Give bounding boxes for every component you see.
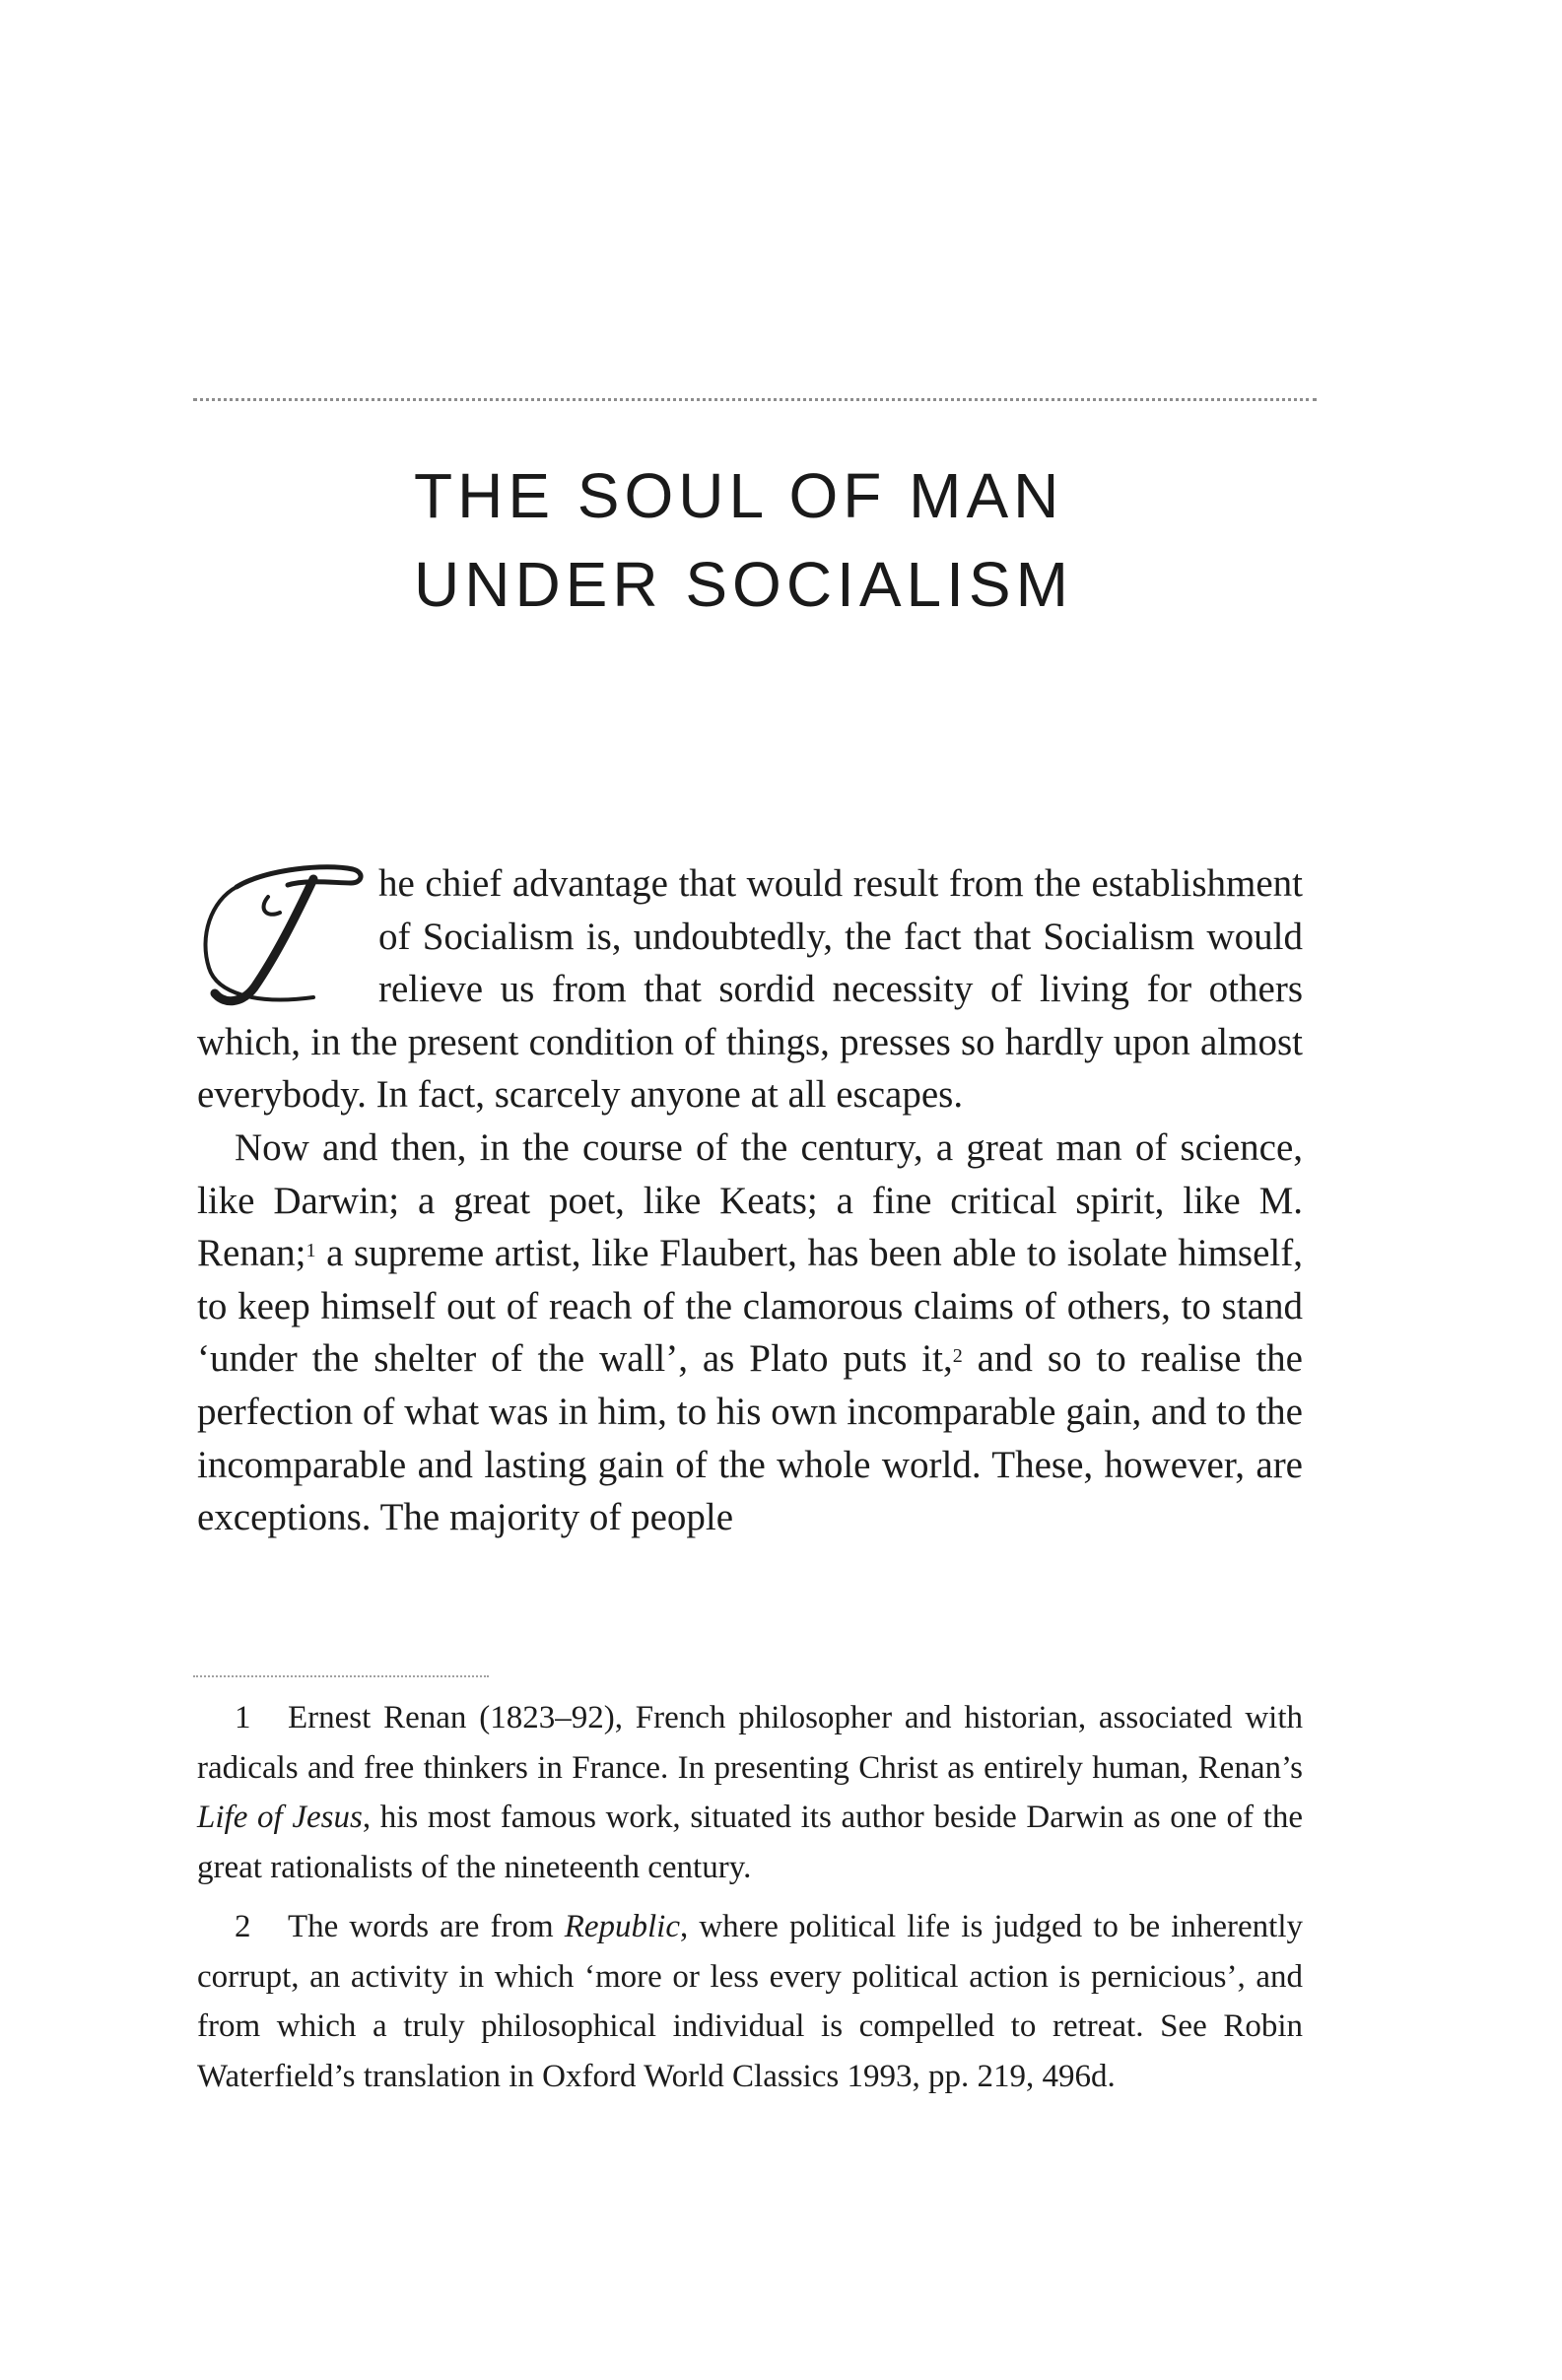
footnote-2-text-b: , where political life is judged to be inherently corrupt, an activity in which ‘more or less every political action is pernicious’, and from which a truly philosophical individual is compelled to retreat. See Robin Waterfield’s translation in Oxford World Classics 1993, pp. 219, 496d.: [197, 1909, 1303, 2094]
footnote-1-text-b: , his most famous work, situated its author beside Darwin as one of the great rationalists of the nineteenth century.: [197, 1800, 1304, 1885]
paragraph-1-text: he chief advantage that would result from the establishment of Socialism is, undoubtedly, the fact that Socialism would relieve us from that sordid necessity of living for others which, in the present condition of things, presses so hardly upon almost everybody. In fact, scarcely anyone at all escapes.: [197, 862, 1303, 1117]
footnote-ref-1[interactable]: 1: [306, 1240, 316, 1262]
drop-cap-flourish-icon: [197, 857, 373, 1013]
chapter-title-line-2: UNDER SOCIALISM: [414, 549, 1073, 620]
top-dotted-rule: [193, 398, 1317, 401]
footnote-separator: [193, 1675, 489, 1677]
footnote-1-italic: Life of Jesus: [197, 1800, 363, 1835]
paragraph-1: [197, 857, 1303, 1122]
footnotes: [197, 1693, 1303, 2111]
paragraph-2-part-b: a supreme artist, like Flaubert, has been able to isolate himself, to keep himself out of reach of the clamorous claims of others, to stand ‘under the shelter of the wall’, as Plato puts it,: [197, 1232, 1303, 1381]
drop-cap: [197, 857, 373, 1013]
chapter-title: [414, 451, 1399, 629]
footnote-ref-2[interactable]: 2: [952, 1345, 963, 1368]
paragraph-2: [197, 1122, 1303, 1544]
footnote-2-text-a: The words are from: [288, 1909, 565, 1944]
footnote-2-number: 2: [235, 1909, 251, 1944]
paragraph-2-part-a: Now and then, in the course of the century, a great man of science, like Darwin; a great poet, like Keats; a fine critical spirit, like M. Renan;: [197, 1125, 1303, 1275]
body-text: [197, 857, 1303, 1544]
footnote-1: [197, 1693, 1303, 1892]
footnote-1-number: 1: [235, 1700, 251, 1735]
paragraph-2-part-c: and so to realise the perfection of what was in him, to his own incomparable gain, and to the incomparable and lasting gain of the whole world. These, however, are exceptions. The majority of people: [197, 1337, 1303, 1539]
footnote-1-text-a: Ernest Renan (1823–92), French philosopher and historian, associated with radicals and free thinkers in France. In presenting Christ as entirely human, Renan’s: [197, 1700, 1303, 1786]
chapter-title-line-1: THE SOUL OF MAN: [414, 460, 1064, 531]
footnote-2-italic: Republic: [564, 1909, 680, 1944]
footnote-2: [197, 1902, 1303, 2101]
